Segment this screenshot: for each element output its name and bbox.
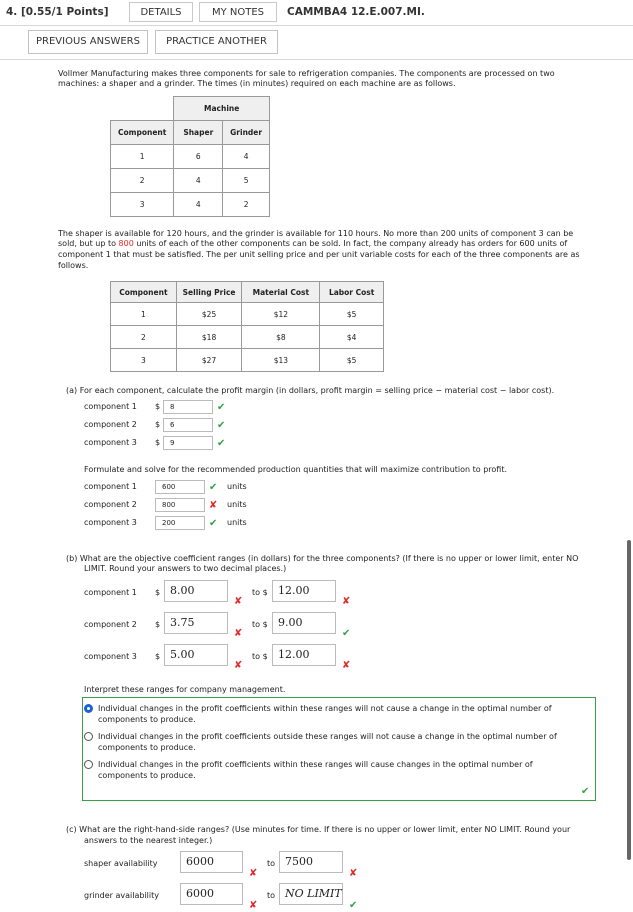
units-label: units xyxy=(227,518,247,527)
option-radio-2[interactable] xyxy=(84,732,93,741)
col-component: Component xyxy=(111,282,177,303)
col-labor-cost: Labor Cost xyxy=(320,282,384,303)
to-label: to xyxy=(267,859,276,868)
to-label: to xyxy=(267,891,276,900)
machine-time-table xyxy=(110,96,270,217)
rhs-low-input-1[interactable]: 6000 xyxy=(180,851,243,873)
cross-icon: ✘ xyxy=(234,596,243,607)
interpret-text: Interpret these ranges for company management. xyxy=(84,685,286,694)
cell: 2 xyxy=(223,193,270,217)
cross-icon: ✘ xyxy=(234,628,243,639)
quantity-input-3[interactable] xyxy=(155,516,205,530)
dollar-sign: $ xyxy=(155,620,161,629)
cross-icon: ✘ xyxy=(342,596,351,607)
intro-line-1: Vollmer Manufacturing makes three components for sale to refrigeration companies. The components are processed on two xyxy=(58,69,555,78)
cross-icon: ✘ xyxy=(234,660,243,671)
option-text: Individual changes in the profit coefficients outside these ranges will not cause a change in the optimal number of xyxy=(98,732,557,741)
value: 9 xyxy=(170,439,175,447)
machine-header: Machine xyxy=(174,97,270,121)
range-low-input-2[interactable]: 3.75 xyxy=(164,612,228,634)
part-a-question: (a) For each component, calculate the profit margin (in dollars, profit margin = selling price − material cost − labor cost). xyxy=(66,386,555,395)
my-notes-button[interactable]: MY NOTES xyxy=(199,2,277,22)
col-selling-price: Selling Price xyxy=(176,282,242,303)
check-icon: ✔ xyxy=(209,482,218,493)
cell: $12 xyxy=(242,303,320,326)
rhs-high-input-1[interactable]: 7500 xyxy=(279,851,343,873)
check-icon: ✔ xyxy=(217,402,226,413)
scrollbar[interactable] xyxy=(627,540,631,860)
check-icon: ✔ xyxy=(217,420,226,431)
check-icon: ✔ xyxy=(217,438,226,449)
margin-label-2: component 2 xyxy=(84,420,137,429)
quantity-input-2[interactable] xyxy=(155,498,205,512)
cross-icon: ✘ xyxy=(209,500,218,511)
cell: $18 xyxy=(176,326,242,349)
to-label: to $ xyxy=(252,652,268,661)
range-high-input-3[interactable]: 12.00 xyxy=(272,644,336,666)
intro-line-2: machines: a shaper and a grinder. The times (in minutes) required on each machine are as follows. xyxy=(58,79,456,88)
details-button[interactable]: DETAILS xyxy=(129,2,193,22)
table-row xyxy=(111,193,270,217)
question-number: 4. [0.55/1 Points] xyxy=(6,6,109,18)
range-label-3: component 3 xyxy=(84,652,137,661)
para-line-3: component 1 that must be satisfied. The per unit selling price and per unit variable costs for each of the three components are as xyxy=(58,250,580,259)
option-text: components to produce. xyxy=(98,743,196,752)
cell: 5 xyxy=(223,169,270,193)
question-header xyxy=(0,0,633,28)
table-row xyxy=(111,169,270,193)
dollar-sign: $ xyxy=(155,402,161,411)
value: 600 xyxy=(162,483,176,491)
dollar-sign: $ xyxy=(155,652,161,661)
value: 8 xyxy=(170,403,175,411)
part-c-question-2: answers to the nearest integer.) xyxy=(84,836,213,845)
dollar-sign: $ xyxy=(155,588,161,597)
table-row xyxy=(111,326,384,349)
cross-icon: ✘ xyxy=(349,868,358,879)
cell: 3 xyxy=(111,193,174,217)
cell: 2 xyxy=(111,326,177,349)
formulate-text: Formulate and solve for the recommended production quantities that will maximize contribution to profit. xyxy=(84,465,508,474)
cell: $25 xyxy=(176,303,242,326)
cell: $13 xyxy=(242,349,320,372)
text: units of each of the other components can be sold. In fact, the company already has orders for 600 units of xyxy=(133,239,568,248)
value: 800 xyxy=(162,501,176,509)
option-2[interactable] xyxy=(98,731,578,753)
col-grinder: Grinder xyxy=(223,121,270,145)
range-label-1: component 1 xyxy=(84,588,137,597)
range-low-input-3[interactable]: 5.00 xyxy=(164,644,228,666)
quantity-label-2: component 2 xyxy=(84,500,137,509)
part-c-question-1: (c) What are the right-hand-side ranges? (Use minutes for time. If there is no upper or lower limit, enter NO LIMIT. Round your xyxy=(66,825,571,834)
quantity-label-1: component 1 xyxy=(84,482,137,491)
check-icon: ✔ xyxy=(209,518,218,529)
cross-icon: ✘ xyxy=(249,868,258,879)
cell: $4 xyxy=(320,326,384,349)
cell: 4 xyxy=(174,193,223,217)
divider xyxy=(0,59,633,60)
practice-another-button[interactable]: PRACTICE ANOTHER xyxy=(155,30,278,54)
cell: 1 xyxy=(111,145,174,169)
rhs-label-1: shaper availability xyxy=(84,859,158,868)
units-label: units xyxy=(227,482,247,491)
to-label: to $ xyxy=(252,620,268,629)
table-row xyxy=(111,349,384,372)
col-component: Component xyxy=(111,121,174,145)
question-code: CAMMBA4 12.E.007.MI. xyxy=(287,6,425,18)
cost-table xyxy=(110,281,384,372)
range-low-input-1[interactable]: 8.00 xyxy=(164,580,228,602)
cell: 1 xyxy=(111,303,177,326)
rhs-low-input-2[interactable]: 6000 xyxy=(180,883,243,905)
units-label: units xyxy=(227,500,247,509)
option-text: components to produce. xyxy=(98,771,196,780)
check-icon: ✔ xyxy=(581,786,590,797)
previous-answers-button[interactable]: PREVIOUS ANSWERS xyxy=(28,30,148,54)
cell: 6 xyxy=(174,145,223,169)
option-radio-3[interactable] xyxy=(84,760,93,769)
margin-input-2[interactable] xyxy=(163,418,213,432)
cell: $5 xyxy=(320,303,384,326)
cell: $8 xyxy=(242,326,320,349)
range-high-input-2[interactable]: 9.00 xyxy=(272,612,336,634)
cross-icon: ✘ xyxy=(249,900,258,911)
cross-icon: ✘ xyxy=(342,660,351,671)
range-label-2: component 2 xyxy=(84,620,137,629)
option-3[interactable] xyxy=(98,759,578,781)
value: 200 xyxy=(162,519,176,527)
col-material-cost: Material Cost xyxy=(242,282,320,303)
part-b-question-1: (b) What are the objective coefficient ranges (in dollars) for the three components? (If there is no upper or lower limit, enter NO xyxy=(66,554,579,563)
margin-input-3[interactable] xyxy=(163,436,213,450)
value: 6 xyxy=(170,421,175,429)
cell: 4 xyxy=(223,145,270,169)
quantity-input-1[interactable] xyxy=(155,480,205,494)
check-icon: ✔ xyxy=(349,900,358,911)
quantity-label-3: component 3 xyxy=(84,518,137,527)
part-b-question-2: LIMIT. Round your answers to two decimal places.) xyxy=(84,564,287,573)
dollar-sign: $ xyxy=(155,420,161,429)
para-line-4: follows. xyxy=(58,261,89,270)
dollar-sign: $ xyxy=(155,438,161,447)
cell: $27 xyxy=(176,349,242,372)
option-radio-1[interactable] xyxy=(84,704,93,713)
margin-label-3: component 3 xyxy=(84,438,137,447)
cell: 2 xyxy=(111,169,174,193)
rhs-label-2: grinder availability xyxy=(84,891,159,900)
option-1[interactable] xyxy=(98,703,578,725)
para-line-2 xyxy=(58,238,567,249)
col-shaper: Shaper xyxy=(174,121,223,145)
para-line-1: The shaper is available for 120 hours, and the grinder is available for 110 hours. No more than 200 units of component 3 can be xyxy=(58,229,574,238)
text: sold, but up to xyxy=(58,239,119,248)
option-text: components to produce. xyxy=(98,715,196,724)
cell: 4 xyxy=(174,169,223,193)
divider xyxy=(0,25,633,26)
option-text: Individual changes in the profit coefficients within these ranges will cause changes in the optimal number of xyxy=(98,760,533,769)
to-label: to $ xyxy=(252,588,268,597)
check-icon: ✔ xyxy=(342,628,351,639)
option-text: Individual changes in the profit coefficients within these ranges will not cause a change in the optimal number of xyxy=(98,704,552,713)
highlight-value: 800 xyxy=(118,239,134,248)
margin-label-1: component 1 xyxy=(84,402,137,411)
table-row xyxy=(111,303,384,326)
cell: $5 xyxy=(320,349,384,372)
rhs-high-input-2[interactable]: NO LIMIT xyxy=(279,883,343,905)
cell: 3 xyxy=(111,349,177,372)
table-row xyxy=(111,145,270,169)
range-high-input-1[interactable]: 12.00 xyxy=(272,580,336,602)
margin-input-1[interactable] xyxy=(163,400,213,414)
